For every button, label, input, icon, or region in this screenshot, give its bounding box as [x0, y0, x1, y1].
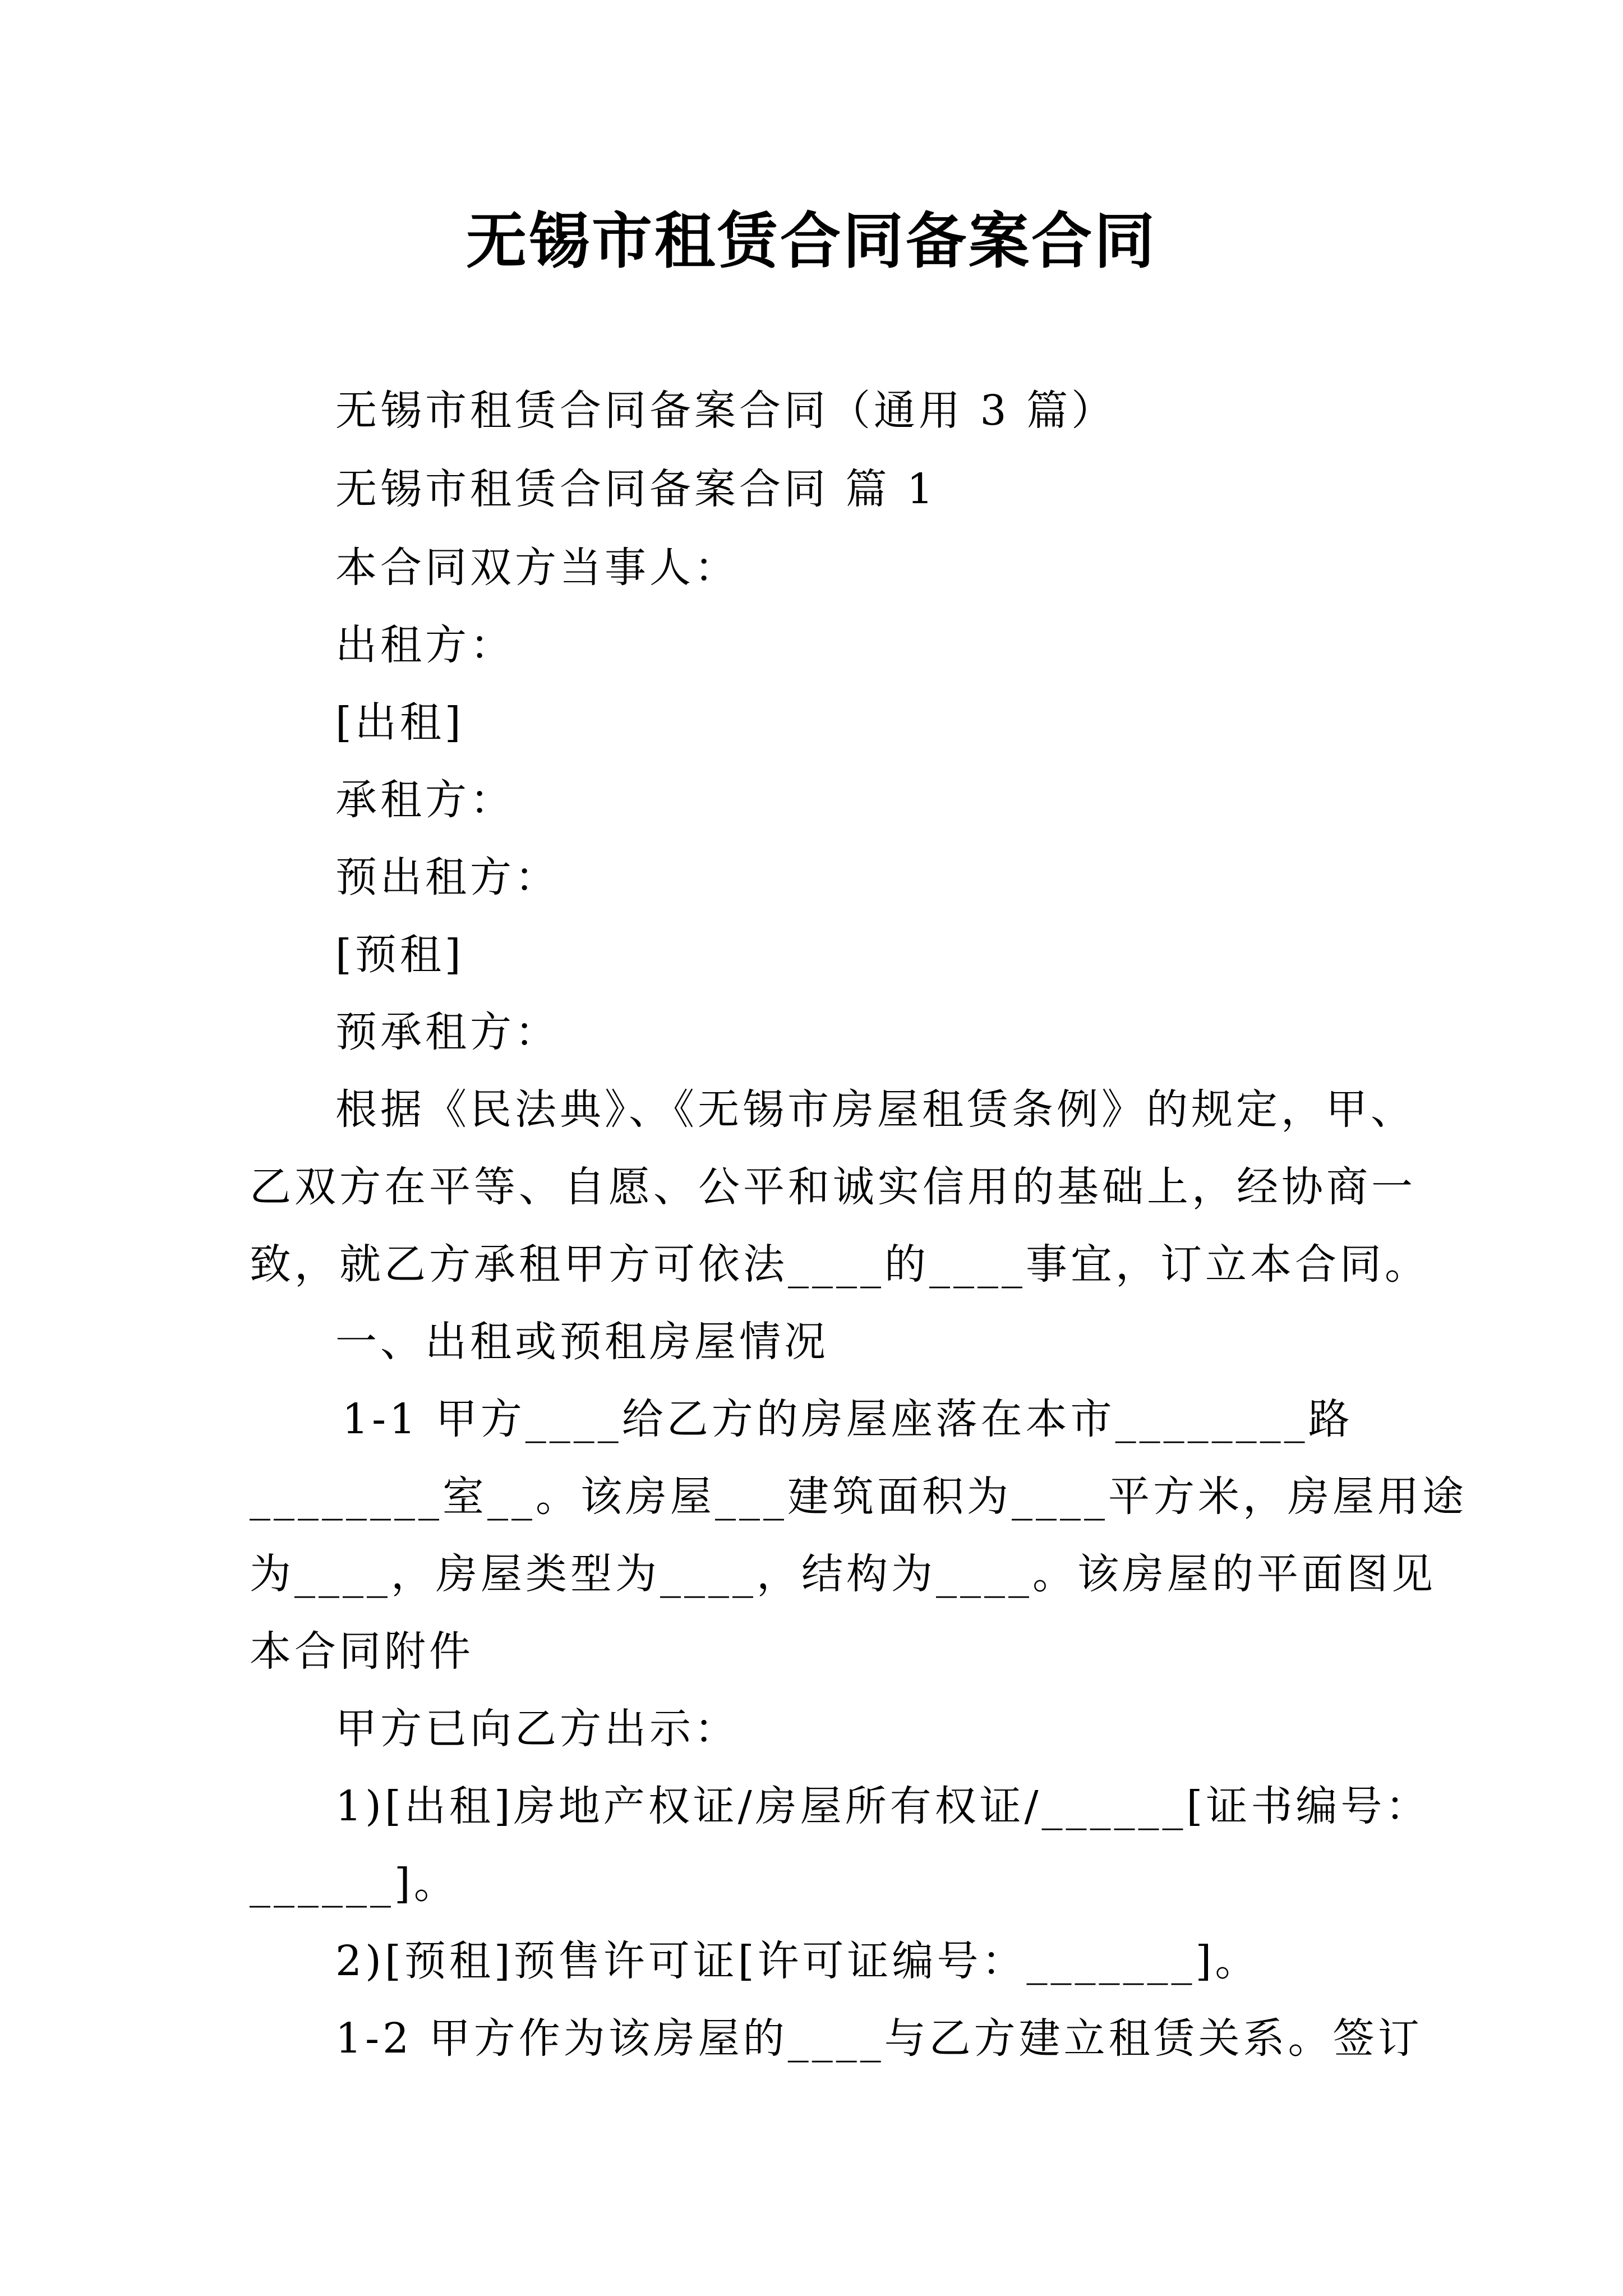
paragraph-lease-tag: [出租]	[335, 698, 464, 747]
paragraph-basis-line-1: 根据《民法典》、《无锡市房屋租赁条例》的规定，甲、	[335, 1085, 1415, 1134]
clause-1-1-line-3: 为____，房屋类型为____，结构为____。该房屋的平面图见	[250, 1550, 1436, 1598]
document-title: 无锡市租赁合同备案合同	[465, 206, 1157, 277]
paragraph-pre-lessor: 预出租方：	[335, 853, 560, 901]
paragraph-lessor: 出租方：	[335, 621, 515, 669]
paragraph-cert-line-2: ______]。	[250, 1860, 459, 1908]
paragraph-basis-line-2: 乙双方在平等、自愿、公平和诚实信用的基础上，经协商一	[250, 1163, 1416, 1211]
paragraph-lessee: 承租方：	[335, 776, 515, 824]
paragraph-parties: 本合同双方当事人：	[335, 544, 739, 592]
paragraph-shown: 甲方已向乙方出示：	[335, 1705, 739, 1753]
clause-1-1-line-1: 1-1 甲方____给乙方的房屋座落在本市________路	[342, 1395, 1353, 1443]
paragraph-part-heading: 无锡市租赁合同备案合同 篇 1	[335, 465, 937, 513]
paragraph-pre-lease-tag: [预租]	[335, 931, 464, 979]
section-heading-1: 一、出租或预租房屋情况	[335, 1318, 829, 1366]
clause-1-2-line-1: 1-2 甲方作为该房屋的____与乙方建立租赁关系。签订	[335, 2014, 1423, 2063]
paragraph-basis-line-3: 致，就乙方承租甲方可依法____的____事宜，订立本合同。	[250, 1240, 1430, 1289]
paragraph-presale-permit: 2)[预租]预售许可证[许可证编号：_______]。	[335, 1937, 1260, 1985]
paragraph-subtitle: 无锡市租赁合同备案合同（通用 3 篇）	[335, 386, 1117, 435]
paragraph-pre-lessee: 预承租方：	[335, 1008, 560, 1056]
paragraph-cert-line-1: 1)[出租]房地产权证/房屋所有权证/______[证书编号：	[335, 1782, 1431, 1830]
clause-1-1-line-4: 本合同附件	[250, 1627, 474, 1676]
clause-1-1-line-2: ________室__。该房屋___建筑面积为____平方米，房屋用途	[250, 1473, 1467, 1521]
